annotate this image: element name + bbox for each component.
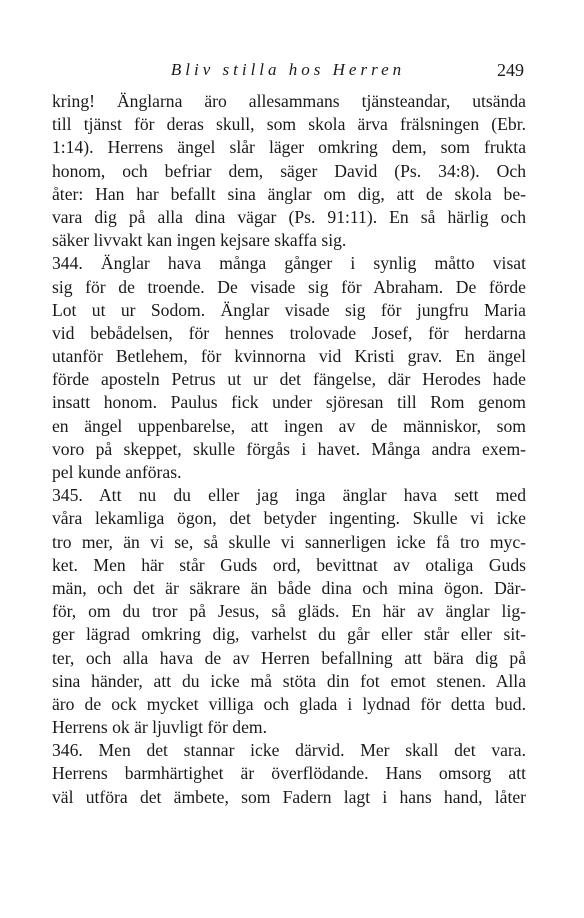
text-line: Lot ut ur Sodom. Änglar visade sig för jungfru Maria <box>52 299 526 320</box>
text-line: utanför Betlehem, för kvinnorna vid Kristi grav. En ängel <box>52 346 526 367</box>
text-line: pel kunde anföras. <box>52 462 182 482</box>
text-line: män, och det är säkrare än både dina och mina ögon. Där- <box>52 577 526 598</box>
text-line: äro de ock mycket villiga och glada i lydnad för detta bud. <box>52 693 526 714</box>
text-line: en ängel uppenbarelse, att ingen av de människor, som <box>52 415 526 436</box>
text-line: 1:14). Herrens ängel slår läger omkring dem, som frukta <box>52 137 526 158</box>
text-line: kring! Änglarna äro allesammans tjänsteandar, utsända <box>52 91 526 111</box>
text-line: 345. Att nu du eller jag inga änglar hava sett med <box>52 485 526 506</box>
text-line: honom, och befriar dem, säger David (Ps. 34:8). Och <box>52 160 526 181</box>
text-line: voro på skeppet, skulle förgås i havet. Många andra exem- <box>52 438 526 459</box>
page-header <box>52 58 524 82</box>
text-line: åter: Han har befallt sina änglar om dig, att de skola be- <box>52 183 526 204</box>
text-line: säker livvakt kan ingen kejsare skaffa sig. <box>52 230 347 251</box>
text-line: sig för de troende. De visade sig för Abraham. De förde <box>52 276 526 297</box>
text-line: insatt honom. Paulus fick under sjöresan till Rom genom <box>52 392 526 413</box>
text-line: våra lekamliga ögon, det betyder ingenting. Skulle vi icke <box>52 508 526 529</box>
text-line: till tjänst för deras skull, som skola ärva frälsningen (Ebr. <box>52 114 526 135</box>
text-line: sina händer, att du icke må stöta din fot emot stenen. Alla <box>52 670 526 691</box>
text-line: förde aposteln Petrus ut ur det fängelse, där Herodes hade <box>52 369 526 390</box>
body-text <box>52 90 526 809</box>
text-line: 344. Änglar hava många gånger i synlig måtto visat <box>52 253 526 274</box>
text-line: vid bebådelsen, för hennes trolovade Josef, för herdarna <box>52 322 526 343</box>
text-line: ger lägrad omkring dig, varhelst du går eller står eller sit- <box>52 624 526 645</box>
text-line: Herrens ok är ljuvligt för dem. <box>52 717 267 738</box>
text-line: vara dig på alla dina vägar (Ps. 91:11). En så härlig och <box>52 206 526 227</box>
text-line: ter, och alla hava de av Herren befallning att bära dig på <box>52 647 526 668</box>
text-line: 346. Men det stannar icke därvid. Mer skall det vara. <box>52 740 526 761</box>
page-number: 249 <box>497 60 524 80</box>
text-line: väl utföra det ämbete, som Fadern lagt i hans hand, låter <box>52 786 526 807</box>
text-line: ket. Men här står Guds ord, bevittnat av otaliga Guds <box>52 554 526 575</box>
text-line: Herrens barmhärtighet är överflödande. Hans omsorg att <box>52 763 526 784</box>
running-title: Bliv stilla hos Herren <box>170 60 406 79</box>
text-line: för, om du tror på Jesus, så gläds. En här av änglar lig- <box>52 601 526 622</box>
text-line: tro mer, än vi se, så skulle vi sannerligen icke få tro myc- <box>52 531 526 552</box>
